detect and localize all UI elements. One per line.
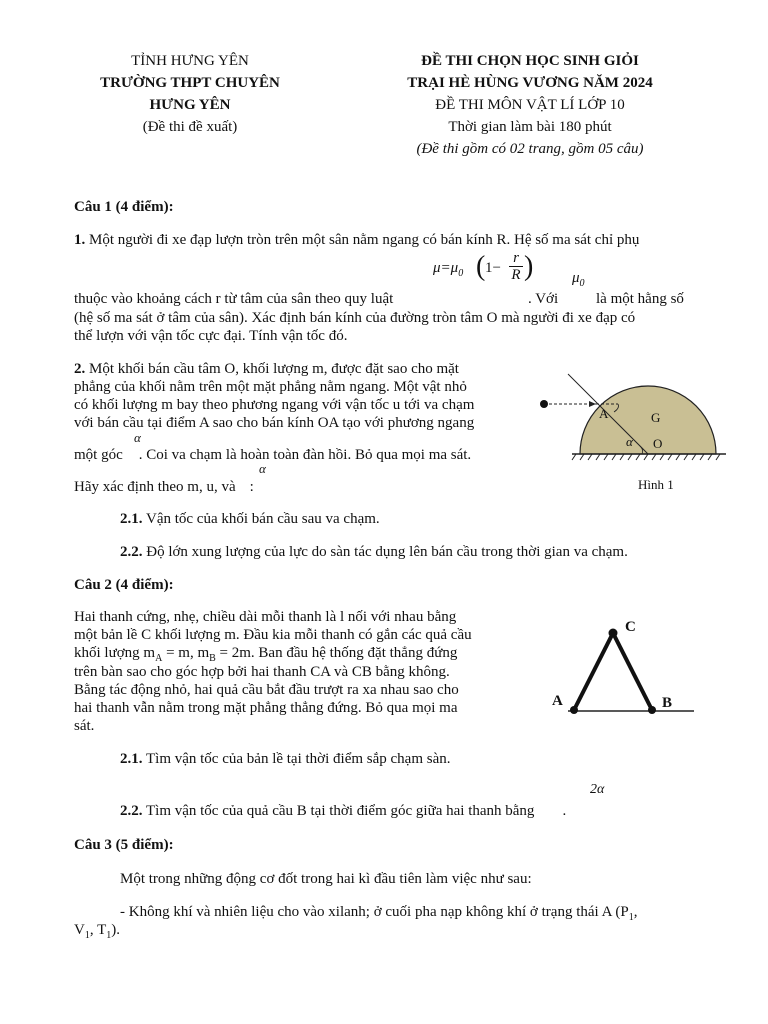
- fig2-label-C: C: [625, 619, 636, 635]
- alpha-symbol-1: α: [134, 430, 141, 445]
- q2-line4: trên bàn sao cho góc hợp bởi hai thanh CA và CB bằng không.: [74, 664, 450, 680]
- fig1-label-alpha: α: [626, 434, 633, 449]
- q2-sub1: 2.1. Tìm vận tốc của bản lề tại thời điểm sắp chạm sàn.: [120, 751, 451, 767]
- exam-subject: ĐỀ THI MÔN VẬT LÍ LỚP 10: [435, 97, 625, 113]
- q2-line2: một bản lề C khối lượng m. Đầu kia mỗi thanh có gắn các quả cầu: [74, 627, 472, 643]
- formula-one-minus: 1−: [485, 260, 501, 276]
- exam-pages-note: (Đề thi gồm có 02 trang, gồm 05 câu): [416, 141, 644, 157]
- formula-lhs: $\mu=\mu_0$: [433, 260, 464, 279]
- formula-num: r: [509, 250, 523, 267]
- formula-paren-close: ): [524, 251, 534, 282]
- exam-title-2: TRẠI HÈ HÙNG VƯƠNG NĂM 2024: [407, 75, 653, 91]
- q1-p2-line6: Hãy xác định theo m, u, và :: [74, 479, 254, 495]
- fig2-label-B: B: [662, 695, 673, 711]
- mu0-symbol: $\mu_0$: [572, 270, 585, 289]
- exam-title-1: ĐỀ THI CHỌN HỌC SINH GIỎI: [421, 53, 639, 69]
- q3-intro: Một trong những động cơ đốt trong hai kì đầu tiên làm việc như sau:: [120, 871, 532, 887]
- q1-p2-line3: có khối lượng m bay theo phương ngang với vận tốc u tới va chạm: [74, 397, 475, 413]
- q1-p1-line4: thể lượn với vận tốc cực đại. Tính vận tốc đó.: [74, 328, 348, 344]
- q1-p1-text1: Một người đi xe đạp lượn tròn trên một sân nằm ngang có bán kính R. Hệ số ma sát chỉ phụ: [89, 232, 640, 248]
- q2-line6: hai thanh vẫn nằm trong mặt phẳng thẳng đứng. Bỏ qua mọi ma: [74, 700, 458, 716]
- two-alpha-symbol: 2α: [590, 782, 605, 797]
- q1-p2-line4: với bán cầu tại điểm A sao cho bán kính OA tạo với phương ngang: [74, 415, 475, 431]
- q2-line3: khối lượng $m_A = m$, $m_B = 2m$. Ban đầu hệ thống đặt thẳng đứng: [74, 645, 458, 664]
- fig1-label-A: A: [599, 406, 609, 421]
- q1-p1-line2: thuộc vào khoảng cách r từ tâm của sân theo quy luật . Với là một hằng số: [74, 291, 684, 307]
- q2-line5: Bằng tác động nhỏ, hai quả cầu bắt đầu trượt ra xa nhau sao cho: [74, 682, 459, 698]
- school-line1: TRƯỜNG THPT CHUYÊN: [100, 75, 280, 91]
- header-right: [340, 50, 720, 160]
- q3-bullet-line1: - Không khí và nhiên liệu cho vào xilanh; ở cuối pha nạp không khí ở trạng thái A ($P_1$,: [120, 904, 638, 923]
- header-left: [72, 50, 308, 138]
- q3-title: Câu 3 (5 điểm):: [74, 837, 174, 853]
- fig1-label-O: O: [653, 436, 663, 451]
- school-line2: HƯNG YÊN: [149, 97, 231, 113]
- province: TỈNH HƯNG YÊN: [131, 53, 249, 69]
- q2-sub2: 2.2. Tìm vận tốc của quả cầu B tại thời điểm góc giữa hai thanh bằng .: [120, 803, 567, 819]
- formula-den: R: [511, 267, 521, 283]
- q1-sub2: 2.2. Độ lớn xung lượng của lực do sàn tác dụng lên bán cầu trong thời gian va chạm.: [120, 544, 628, 560]
- q2-line7: sát.: [74, 718, 95, 734]
- alpha-symbol-2: α: [259, 461, 266, 476]
- friction-formula: [433, 250, 543, 288]
- fig1-caption: Hình 1: [638, 477, 674, 492]
- q3-bullet-line2: $V_1$, $T_1$).: [74, 922, 120, 941]
- q1-p1-line3: (hệ số ma sát ở tâm của sân). Xác định bán kính của đường tròn tâm O mà người đi xe đạp có: [74, 310, 636, 326]
- q2-line1: Hai thanh cứng, nhẹ, chiều dài mỗi thanh là l nối với nhau bằng: [74, 609, 457, 625]
- exam-duration: Thời gian làm bài 180 phút: [448, 119, 612, 135]
- q1-p2-line2: phẳng của khối nằm trên một mặt phẳng nằm ngang. Một vật nhỏ: [74, 379, 467, 395]
- fig1-label-G: G: [651, 410, 661, 425]
- q1-p2-line5: một góc . Coi va chạm là hoàn toàn đàn hồi. Bỏ qua mọi ma sát.: [74, 447, 472, 463]
- proposal-note: (Đề thi đề xuất): [142, 119, 238, 135]
- q1-p2-line1: 2. Một khối bán cầu tâm O, khối lượng m, được đặt sao cho mặt: [74, 361, 459, 377]
- fig2-label-A: A: [552, 693, 563, 709]
- q1-sub1: 2.1. Vận tốc của khối bán cầu sau va chạm.: [120, 511, 380, 527]
- q1-p1-line1: [74, 231, 702, 249]
- q1-p1-num: 1.: [74, 232, 86, 248]
- figure-1-hemisphere: [534, 368, 734, 468]
- q2-title: Câu 2 (4 điểm):: [74, 577, 174, 593]
- formula-paren-open: (: [476, 251, 486, 282]
- q1-title: Câu 1 (4 điểm):: [74, 199, 174, 215]
